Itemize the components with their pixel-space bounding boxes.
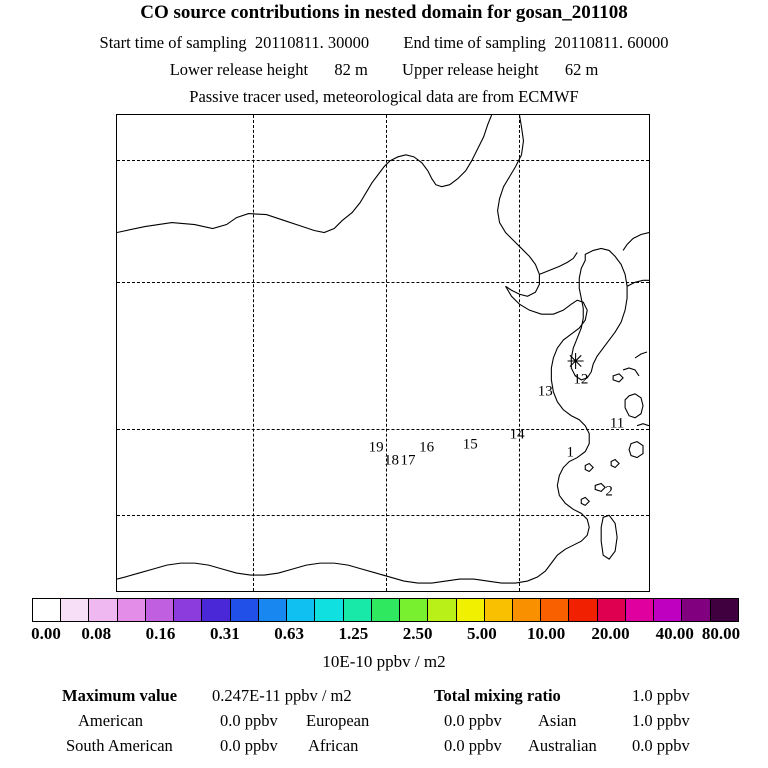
region-european-value: 0.0 ppbv (444, 711, 502, 730)
total-ratio-value: 1.0 ppbv (632, 686, 690, 705)
colorbar-cell (89, 599, 117, 621)
colorbar-tick-labels (0, 624, 768, 644)
region-label-12: 12 (573, 371, 589, 388)
end-time-value: 20110811. 60000 (554, 33, 669, 52)
tracer-note: Passive tracer used, meteorological data are from ECMWF (189, 87, 579, 106)
colorbar-tick: 80.00 (701, 624, 741, 643)
region-european-label: European (306, 711, 370, 730)
colorbar-cell (33, 599, 61, 621)
region-label-1: 1 (566, 444, 574, 461)
colorbar-cell (598, 599, 626, 621)
footer-row-regions-2 (0, 736, 768, 758)
region-african-value: 0.0 ppbv (444, 736, 502, 755)
colorbar-cell (400, 599, 428, 621)
colorbar-cell (711, 599, 738, 621)
region-label-15: 15 (462, 436, 478, 453)
start-time-value: 20110811. 30000 (254, 33, 370, 52)
colorbar-tick: 20.00 (591, 624, 630, 643)
region-label-16: 16 (419, 439, 435, 456)
colorbar-cell (682, 599, 710, 621)
colorbar-cell (513, 599, 541, 621)
region-label-14: 14 (509, 426, 525, 443)
map-panel (116, 114, 650, 592)
colorbar-cell (372, 599, 400, 621)
region-label-2: 2 (605, 483, 613, 500)
region-label-17: 17 (400, 452, 416, 469)
upper-release-value: 62 m (564, 60, 599, 79)
region-label-13: 13 (537, 383, 553, 400)
colorbar-tick: 0.08 (81, 624, 112, 643)
colorbar-cell (626, 599, 654, 621)
colorbar-cell (569, 599, 597, 621)
colorbar-cell (457, 599, 485, 621)
end-time-label: End time of sampling (403, 33, 546, 52)
region-american-label: American (78, 711, 144, 730)
colorbar-cell (287, 599, 315, 621)
region-australian-label: Australian (528, 736, 597, 755)
region-african-label: African (308, 736, 359, 755)
colorbar-cell (315, 599, 343, 621)
colorbar-cell (61, 599, 89, 621)
colorbar-cell (118, 599, 146, 621)
colorbar-cell (146, 599, 174, 621)
colorbar-tick: 0.63 (274, 624, 304, 643)
upper-release-label: Upper release height (402, 60, 539, 79)
max-value-label: Maximum value (62, 686, 178, 705)
colorbar-tick: 2.50 (402, 624, 433, 643)
max-value-value: 0.247E-11 ppbv / m2 (212, 686, 352, 705)
footer-row-max (0, 686, 768, 708)
region-australian-value: 0.0 ppbv (632, 736, 690, 755)
colorbar-tick: 1.25 (338, 624, 369, 643)
colorbar-cell (485, 599, 513, 621)
colorbar-cell (231, 599, 259, 621)
lower-release-value: 82 m (334, 60, 368, 79)
receptor-marker: ✳ (566, 348, 585, 374)
release-heights (0, 60, 768, 80)
colorbar-tick: 5.00 (467, 624, 497, 643)
colorbar-cell (541, 599, 569, 621)
region-asian-value: 1.0 ppbv (632, 711, 690, 730)
start-time-label: Start time of sampling (99, 33, 247, 52)
sampling-times (0, 33, 768, 53)
colorbar-tick: 10.00 (527, 624, 566, 643)
total-ratio-label: Total mixing ratio (434, 686, 561, 705)
colorbar-cell (259, 599, 287, 621)
colorbar-cell (202, 599, 230, 621)
colorbar-cell (344, 599, 372, 621)
colorbar-cell (654, 599, 682, 621)
region-american-value: 0.0 ppbv (220, 711, 278, 730)
colorbar-tick: 0.16 (145, 624, 176, 643)
colorbar-cell (428, 599, 456, 621)
colorbar-cell (174, 599, 202, 621)
colorbar (32, 598, 739, 622)
lower-release-label: Lower release height (169, 60, 309, 79)
colorbar-tick: 0.31 (209, 624, 240, 643)
region-label-11: 11 (609, 415, 625, 432)
colorbar-tick: 40.00 (655, 624, 694, 643)
region-asian-label: Asian (538, 711, 577, 730)
colorbar-tick: 0.00 (31, 624, 61, 643)
region-south-american-value: 0.0 ppbv (220, 736, 278, 755)
footer-row-regions-1 (0, 711, 768, 733)
page-title: CO source contributions in nested domain for gosan_201108 (140, 2, 628, 23)
region-south-american-label: South American (66, 736, 173, 755)
region-label-18: 18 (384, 452, 399, 469)
colorbar-unit-label: 10E-10 ppbv / m2 (322, 652, 446, 671)
region-label-19: 19 (368, 439, 384, 456)
